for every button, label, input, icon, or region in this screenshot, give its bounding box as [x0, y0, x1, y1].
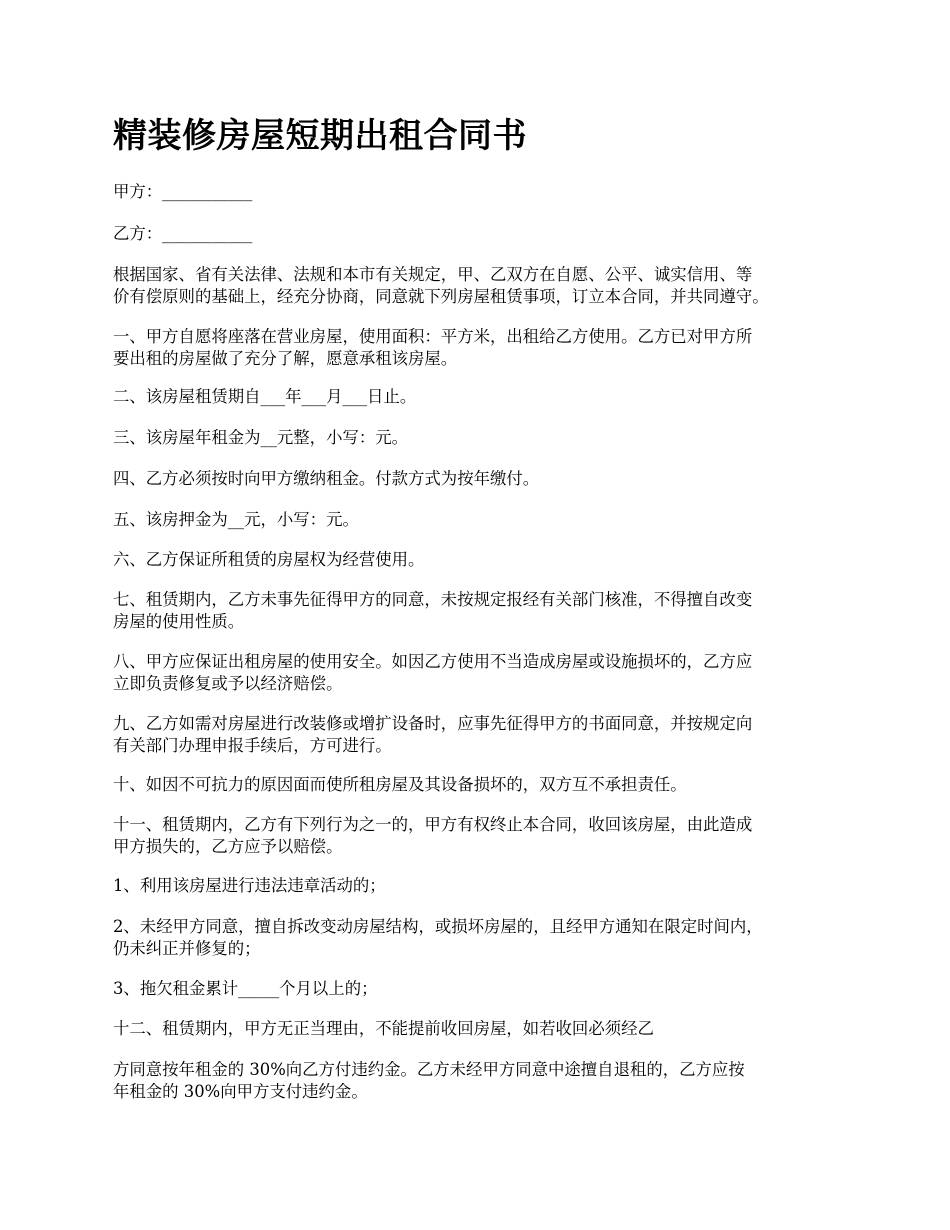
clause-2: 二、该房屋租赁期自___年___月___日止。	[113, 387, 417, 406]
clause-6: 六、乙方保证所租赁的房屋权为经营使用。	[113, 550, 425, 569]
clause-9: 九、乙方如需对房屋进行改装修或增扩设备时，应事先征得甲方的书面同意，并按规定向 有关部门办理申报手续后，方可进行。	[113, 714, 753, 755]
clause-5: 五、该房押金为__元，小写：元。	[113, 510, 359, 529]
clause-8: 八、甲方应保证出租房屋的使用安全。如因乙方使用不当造成房屋或设施损坏的，乙方应 立即负责修复或予以经济赔偿。	[113, 652, 753, 693]
document-title: 精装修房屋短期出租合同书	[113, 116, 527, 156]
clause-4: 四、乙方必须按时向甲方缴纳租金。付款方式为按年缴付。	[113, 469, 540, 488]
clause-11-item-1: 1、利用该房屋进行违法违章活动的；	[113, 876, 386, 895]
clause-11-item-2: 2、未经甲方同意，擅自拆改变动房屋结构，或损坏房屋的，且经甲方通知在限定时间内， 仍未纠正并修复的；	[113, 917, 763, 958]
clause-3: 三、该房屋年租金为__元整，小写：元。	[113, 428, 409, 447]
party-a-line: 甲方：___________	[113, 182, 253, 201]
paragraph-preamble: 根据国家、省有关法律、法规和本市有关规定，甲、乙双方在自愿、公平、诚实信用、等 价有偿原则的基础上，经充分协商，同意就下列房屋租赁事项，订立本合同，并共同遵守。	[113, 265, 769, 306]
clause-11: 十一、租赁期内，乙方有下列行为之一的，甲方有权终止本合同，收回该房屋，由此造成 甲方损失的，乙方应予以赔偿。	[113, 815, 753, 856]
clause-7: 七、租赁期内，乙方未事先征得甲方的同意，未按规定报经有关部门核准，不得擅自改变 房屋的使用性质。	[113, 590, 753, 631]
party-b-line: 乙方：___________	[113, 224, 253, 243]
clause-1: 一、甲方自愿将座落在营业房屋，使用面积：平方米，出租给乙方使用。乙方已对甲方所 要出租的房屋做了充分了解，愿意承租该房屋。	[113, 327, 753, 368]
clause-12: 十二、租赁期内，甲方无正当理由，不能提前收回房屋，如若收回必须经乙	[113, 1019, 654, 1038]
clause-10: 十、如因不可抗力的原因面而使所租房屋及其设备损坏的，双方互不承担责任。	[113, 775, 687, 794]
clause-11-item-3: 3、拖欠租金累计_____个月以上的；	[113, 979, 378, 998]
clause-12-continued: 方同意按年租金的 30%向乙方付违约金。乙方未经甲方同意中途擅自退租的，乙方应按 年租金的 30%向甲方支付违约金。	[113, 1060, 745, 1101]
